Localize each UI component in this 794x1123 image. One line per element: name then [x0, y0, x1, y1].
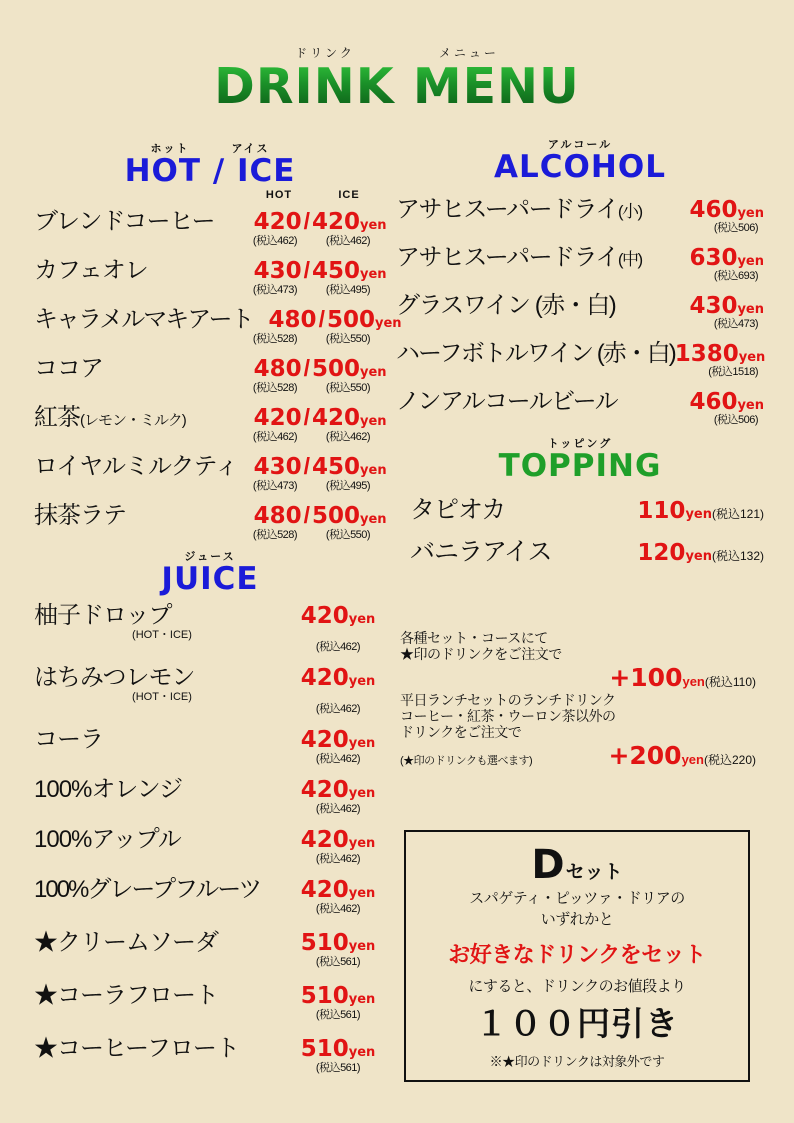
d-set-title: Dセット	[531, 842, 623, 888]
item-name: ★コーラフロート	[34, 982, 218, 1009]
menu-row	[34, 1028, 386, 1075]
item-price-hot: 480	[253, 503, 302, 529]
note-small-text: (★印のドリンクも選べます)	[400, 755, 533, 768]
menu-row	[34, 922, 386, 969]
alcohol-heading: ALCOHOL	[494, 149, 666, 185]
item-tax-hot: (税込473)	[252, 480, 298, 492]
price-separator: /	[303, 355, 310, 381]
item-tax: (税込462)	[315, 853, 361, 865]
section-heading-hot-ice	[34, 140, 386, 187]
title-ruby-right: メニュー	[438, 46, 499, 60]
item-price: 120yen(税込132)	[637, 540, 764, 566]
d-set-line-3: お好きなドリンクをセット	[448, 941, 706, 967]
d-set-line-4: にすると、ドリンクのお値段より	[468, 977, 686, 995]
item-price-ice: 420yen	[312, 405, 387, 431]
item-price: 420yen	[300, 777, 376, 803]
item-name: キャラメルマキアート	[34, 306, 253, 333]
item-tax-hot: (税込473)	[252, 284, 298, 296]
item-price: 420yen	[300, 727, 376, 753]
note-line: 平日ランチセットのランチドリンク	[400, 692, 616, 709]
menu-row	[34, 657, 386, 716]
d-set-box	[404, 830, 750, 1082]
note-line: コーヒー・紅茶・ウーロン茶以外の	[400, 708, 616, 725]
item-price: 510yen	[300, 983, 376, 1009]
d-set-discount: １００円引き	[475, 1003, 679, 1043]
item-name: 100%オレンジ	[34, 776, 183, 803]
item-name: バニラアイス	[410, 538, 552, 566]
item-price-ice: 450yen	[312, 258, 387, 284]
item-price-ice: 500yen	[312, 503, 387, 529]
item-tax-hot: (税込528)	[252, 333, 298, 345]
item-price-hot: 430	[253, 454, 302, 480]
item-tax: (税込561)	[315, 1009, 361, 1021]
price-separator: /	[303, 257, 310, 283]
item-price: 1380yen	[674, 341, 766, 367]
item-name	[34, 397, 238, 432]
juice-heading: JUICE	[161, 561, 259, 597]
d-set-line-1: スパゲティ・ピッツァ・ドリアの	[469, 890, 685, 907]
item-tax: (税込121)	[711, 507, 764, 521]
hot-ice-ruby-left: ホット	[150, 143, 190, 155]
item-price: 110yen(税込121)	[637, 498, 764, 524]
surcharge-tax: (税込110)	[704, 675, 756, 690]
item-tax-ice: (税込462)	[325, 235, 371, 247]
section-heading-juice	[34, 552, 386, 595]
item-tax: (税込506)	[713, 222, 758, 234]
left-column	[34, 140, 402, 1078]
item-name: ノンアルコールビール	[396, 388, 618, 415]
item-name: グラスワイン (赤・白)	[396, 292, 616, 319]
surcharge-amount: +100	[609, 663, 683, 693]
item-name-main: 紅茶	[34, 404, 80, 431]
topping-ruby: トッピング	[547, 438, 613, 450]
menu-row	[34, 869, 386, 916]
item-name: コーラ	[34, 726, 103, 753]
d-set-title-suffix: セット	[565, 861, 623, 883]
menu-row	[34, 595, 386, 654]
d-set-line-2: いずれかと	[540, 910, 614, 928]
item-tax-ice: (税込550)	[325, 333, 371, 345]
item-tax-ice: (税込550)	[325, 382, 371, 394]
topping-heading: TOPPING	[498, 448, 662, 484]
right-column	[396, 140, 764, 574]
item-name: カフェオレ	[34, 257, 148, 284]
item-tax: (税込473)	[713, 318, 758, 330]
item-name: 抹茶ラテ	[34, 502, 126, 529]
surcharge-unit: yen	[682, 674, 705, 690]
item-price-ice: 420yen	[312, 209, 387, 235]
item-price-hot: 480	[253, 356, 302, 382]
menu-title-block	[0, 44, 794, 115]
item-tax: (税込132)	[711, 549, 764, 563]
page-title: DRINK MENU	[0, 62, 794, 111]
juice-ruby: ジュース	[184, 551, 236, 563]
menu-row	[396, 333, 764, 379]
item-tax: (税込1518)	[708, 366, 758, 378]
note-surcharge-1	[400, 663, 756, 692]
item-price: 460yen	[689, 389, 764, 415]
item-name: ココア	[34, 355, 103, 382]
item-tax-hot: (税込528)	[252, 529, 298, 541]
menu-row	[396, 490, 764, 526]
item-price-ice: 450yen	[312, 454, 387, 480]
note-surcharge-2	[400, 740, 756, 770]
item-tax: (税込561)	[315, 956, 361, 968]
title-ruby-left: ドリンク	[295, 46, 355, 60]
item-name: ハーフボトルワイン (赤・白)	[396, 340, 675, 367]
item-tax-hot: (税込462)	[252, 431, 298, 443]
item-price: 630yen	[689, 245, 764, 271]
item-price-hot: 480	[268, 307, 317, 333]
menu-row	[34, 299, 402, 346]
item-tax-hot: (税込462)	[252, 235, 298, 247]
item-tax: (税込693)	[713, 270, 758, 282]
item-name: ★コーヒーフロート	[34, 1035, 239, 1062]
item-tax: (税込462)	[315, 903, 361, 915]
column-header-hot: HOT	[265, 189, 293, 201]
d-set-note: ※★印のドリンクは対象外です	[489, 1053, 665, 1069]
menu-row	[34, 495, 386, 542]
item-name-note: (レモン・ミルク)	[80, 412, 186, 429]
item-price: 420yen	[300, 827, 376, 853]
item-name-note: (HOT・ICE)	[132, 691, 192, 703]
item-price: 420yen	[300, 877, 376, 903]
item-price: 510yen	[300, 1036, 376, 1062]
item-name: はちみつレモン (HOT・ICE)	[34, 657, 290, 704]
hot-ice-column-headers	[34, 189, 386, 201]
item-name: タピオカ	[410, 496, 506, 524]
item-price-hot: 420	[253, 405, 302, 431]
item-price-hot: 420	[253, 209, 302, 235]
price-separator: /	[303, 453, 311, 479]
menu-row	[34, 397, 386, 444]
item-size: (中)	[617, 250, 642, 269]
menu-row	[34, 446, 386, 493]
menu-row	[34, 201, 386, 248]
item-tax-hot: (税込528)	[252, 382, 298, 394]
section-heading-topping	[396, 439, 764, 482]
item-name: ★クリームソーダ	[34, 929, 218, 956]
menu-row	[34, 250, 386, 297]
menu-row	[34, 975, 386, 1022]
item-size: (小)	[617, 202, 642, 221]
note-line: ★印のドリンクをご注文で	[400, 646, 562, 663]
item-price: 460yen	[689, 197, 764, 223]
menu-row	[396, 189, 764, 235]
menu-row	[34, 719, 386, 766]
price-separator: /	[303, 208, 310, 234]
item-tax-ice: (税込495)	[325, 284, 371, 296]
menu-row	[34, 348, 386, 395]
section-heading-alcohol	[396, 140, 764, 183]
item-price: 510yen	[300, 930, 376, 956]
item-price: 430yen	[689, 293, 764, 319]
price-separator: /	[318, 306, 325, 332]
surcharge-2-value	[608, 741, 756, 770]
menu-row	[34, 819, 386, 866]
menu-row	[396, 381, 764, 427]
item-tax-ice: (税込462)	[325, 431, 371, 443]
item-price: 420yen	[300, 603, 376, 629]
hot-ice-heading: HOT / ICE	[124, 153, 296, 189]
surcharge-unit: yen	[681, 752, 704, 768]
item-tax: (税込561)	[315, 1062, 361, 1074]
alcohol-ruby: アルコール	[547, 139, 613, 151]
item-name: ロイヤルミルクティ	[34, 453, 238, 480]
item-name: 柚子ドロップ (HOT・ICE)	[34, 595, 290, 642]
column-header-ice: ICE	[338, 189, 360, 201]
item-tax: (税込462)	[315, 803, 361, 815]
item-tax-ice: (税込550)	[325, 529, 371, 541]
menu-row	[396, 532, 764, 568]
item-tax: (税込462)	[315, 641, 361, 653]
price-separator: /	[303, 404, 310, 430]
note-line: 各種セット・コースにて	[400, 630, 548, 646]
item-name: ブレンドコーヒー	[34, 208, 215, 235]
note-line: ドリンクをご注文で	[400, 724, 522, 741]
menu-row	[396, 237, 764, 283]
item-price-ice: 500yen	[326, 307, 402, 333]
menu-row	[396, 285, 764, 331]
menu-row	[34, 769, 386, 816]
item-price: 420yen	[300, 665, 376, 691]
hot-ice-ruby-right: アイス	[231, 143, 270, 155]
notes-block	[400, 630, 756, 770]
item-price-hot: 430	[253, 258, 302, 284]
price-separator: /	[303, 502, 310, 528]
item-name: アサヒスーパードライ(小)	[396, 196, 642, 223]
item-price-ice: 500yen	[312, 356, 387, 382]
item-tax: (税込506)	[713, 414, 758, 426]
surcharge-amount: +200	[608, 741, 682, 771]
item-name: 100%アップル	[34, 826, 181, 853]
item-tax-ice: (税込495)	[325, 480, 371, 492]
item-name-note: (HOT・ICE)	[132, 629, 192, 641]
surcharge-tax: (税込220)	[703, 753, 756, 768]
item-name: 100%グレープフルーツ	[34, 876, 261, 903]
item-name: アサヒスーパードライ(中)	[396, 244, 642, 271]
item-tax: (税込462)	[315, 753, 361, 765]
item-tax: (税込462)	[315, 703, 361, 715]
